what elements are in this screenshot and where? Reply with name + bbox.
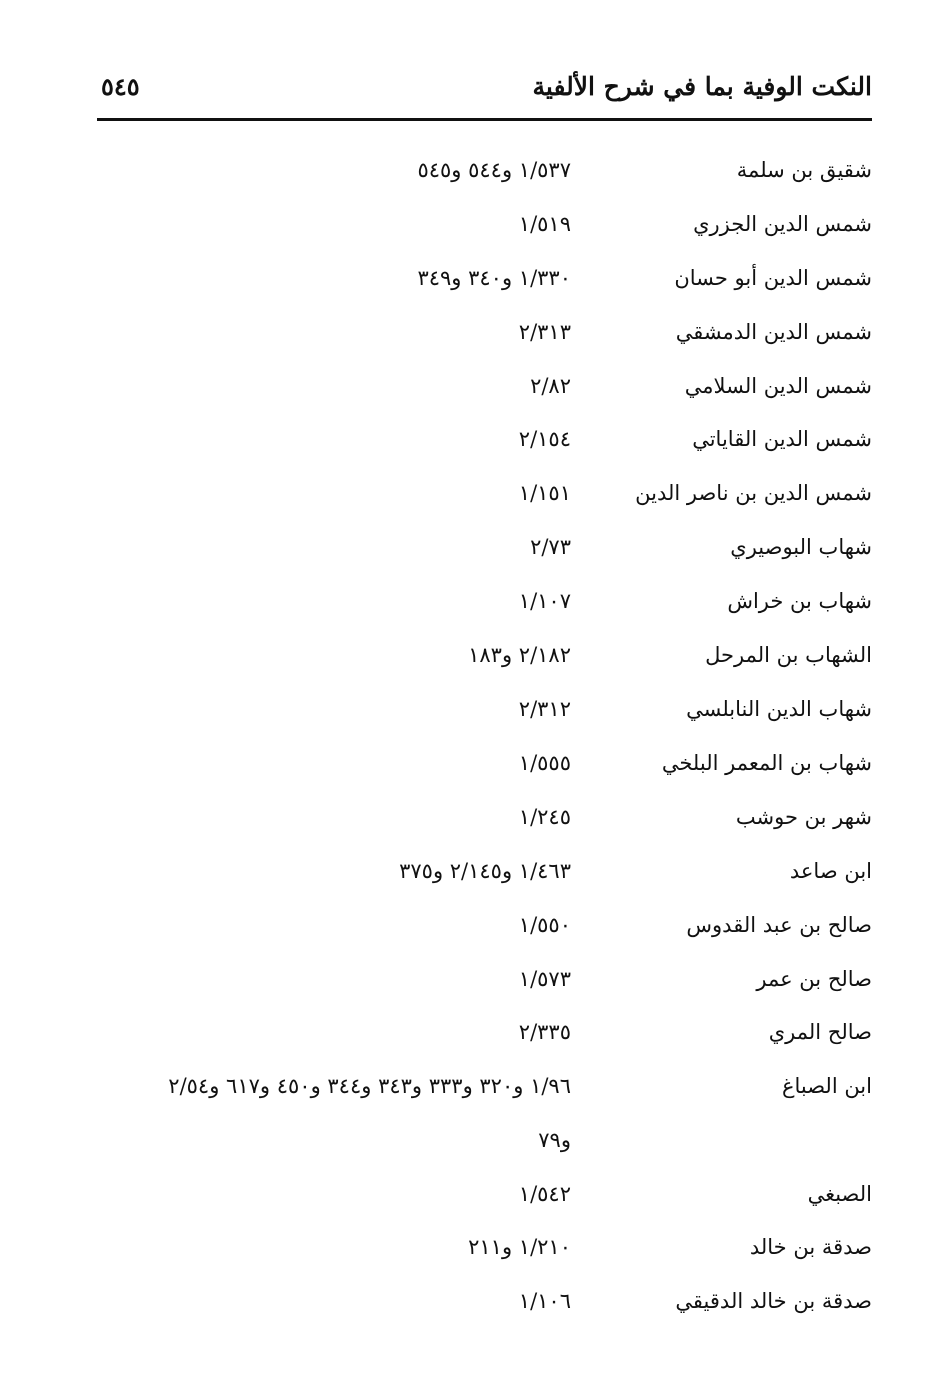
index-entry — [0, 959, 944, 999]
entry-refs: ١/١٥١ — [518, 481, 571, 505]
index-entry — [0, 905, 944, 945]
running-title: النكت الوفية بما في شرح الألفية — [532, 72, 872, 101]
index-entry — [0, 743, 944, 783]
index-entry — [0, 258, 944, 298]
entry-name: الشهاب بن المرحل — [705, 643, 872, 667]
index-entry — [0, 150, 944, 190]
entry-name: شمس الدين الدمشقي — [675, 320, 872, 344]
entry-refs: ٢/٣٣٥ — [518, 1020, 571, 1044]
entry-name: صدقة بن خالد — [749, 1235, 872, 1259]
entry-refs: ١/٥١٩ — [518, 212, 571, 236]
entry-refs: ١/٥٣٧ و٥٤٤ و٥٤٥ — [417, 158, 571, 182]
entry-name: شهاب بن خراش — [727, 589, 872, 613]
entry-refs: ٢/١٥٤ — [518, 427, 571, 451]
entry-refs: ١/١٠٦ — [518, 1289, 571, 1313]
entry-refs: ٢/٣١٣ — [518, 320, 571, 344]
entry-refs: ١/٣٣٠ و٣٤٠ و٣٤٩ — [417, 266, 571, 290]
index-entry — [0, 635, 944, 675]
entry-name: شمس الدين القاياتي — [692, 427, 872, 451]
index-entry — [0, 689, 944, 729]
entry-refs: ١/٩٦ و٣٢٠ و٣٣٣ و٣٤٣ و٣٤٤ و٤٥٠ و٦١٧ و٢/٥٤ — [168, 1074, 571, 1098]
entry-refs: ١/٢١٠ و٢١١ — [468, 1235, 571, 1259]
entry-name: شمس الدين بن ناصر الدين — [635, 481, 872, 505]
entry-refs: ٢/٨٢ — [530, 374, 571, 398]
entry-name: شمس الدين أبو حسان — [674, 266, 872, 290]
index-entry — [0, 1012, 944, 1052]
entry-refs: ٢/٣١٢ — [518, 697, 571, 721]
entry-name: صالح المري — [768, 1020, 872, 1044]
entry-name: شهاب البوصيري — [730, 535, 872, 559]
index-entry — [0, 312, 944, 352]
index-entry — [0, 1281, 944, 1321]
index-entry — [0, 419, 944, 459]
index-entry — [0, 1066, 944, 1160]
entry-name: صالح بن عبد القدوس — [686, 913, 872, 937]
index-entry — [0, 204, 944, 244]
entry-refs: ١/٥٥٠ — [518, 913, 571, 937]
entry-name: شقيق بن سلمة — [736, 158, 872, 182]
entry-refs: ١/٥٤٢ — [518, 1182, 571, 1206]
entry-refs: ٢/١٨٢ و١٨٣ — [468, 643, 571, 667]
entry-name: شهر بن حوشب — [735, 805, 872, 829]
entry-refs-continued: و٧٩ — [538, 1128, 571, 1152]
entry-name: شهاب بن المعمر البلخي — [661, 751, 872, 775]
index-entry — [0, 1227, 944, 1267]
entry-name: شمس الدين الجزري — [693, 212, 872, 236]
entry-name: ابن صاعد — [789, 859, 872, 883]
page-number: ٥٤٥ — [101, 72, 140, 101]
entry-name: شمس الدين السلامي — [684, 374, 872, 398]
entry-refs: ٢/٧٣ — [530, 535, 571, 559]
entry-refs: ١/٤٦٣ و٢/١٤٥ و٣٧٥ — [399, 859, 571, 883]
index-entry — [0, 581, 944, 621]
index-entry — [0, 797, 944, 837]
entry-refs: ١/٥٥٥ — [518, 751, 571, 775]
entry-name: شهاب الدين النابلسي — [686, 697, 872, 721]
entry-name: صالح بن عمر — [756, 967, 872, 991]
index-entry — [0, 366, 944, 406]
index-entry — [0, 473, 944, 513]
entry-refs: ١/٢٤٥ — [518, 805, 571, 829]
index-entry — [0, 527, 944, 567]
index-entry — [0, 1174, 944, 1214]
entry-name: ابن الصباغ — [781, 1074, 872, 1098]
entry-refs: ١/٥٧٣ — [518, 967, 571, 991]
index-entry — [0, 851, 944, 891]
entry-name: صدقة بن خالد الدقيقي — [675, 1289, 872, 1313]
entry-name: الصبغي — [807, 1182, 872, 1206]
entry-refs: ١/١٠٧ — [518, 589, 571, 613]
